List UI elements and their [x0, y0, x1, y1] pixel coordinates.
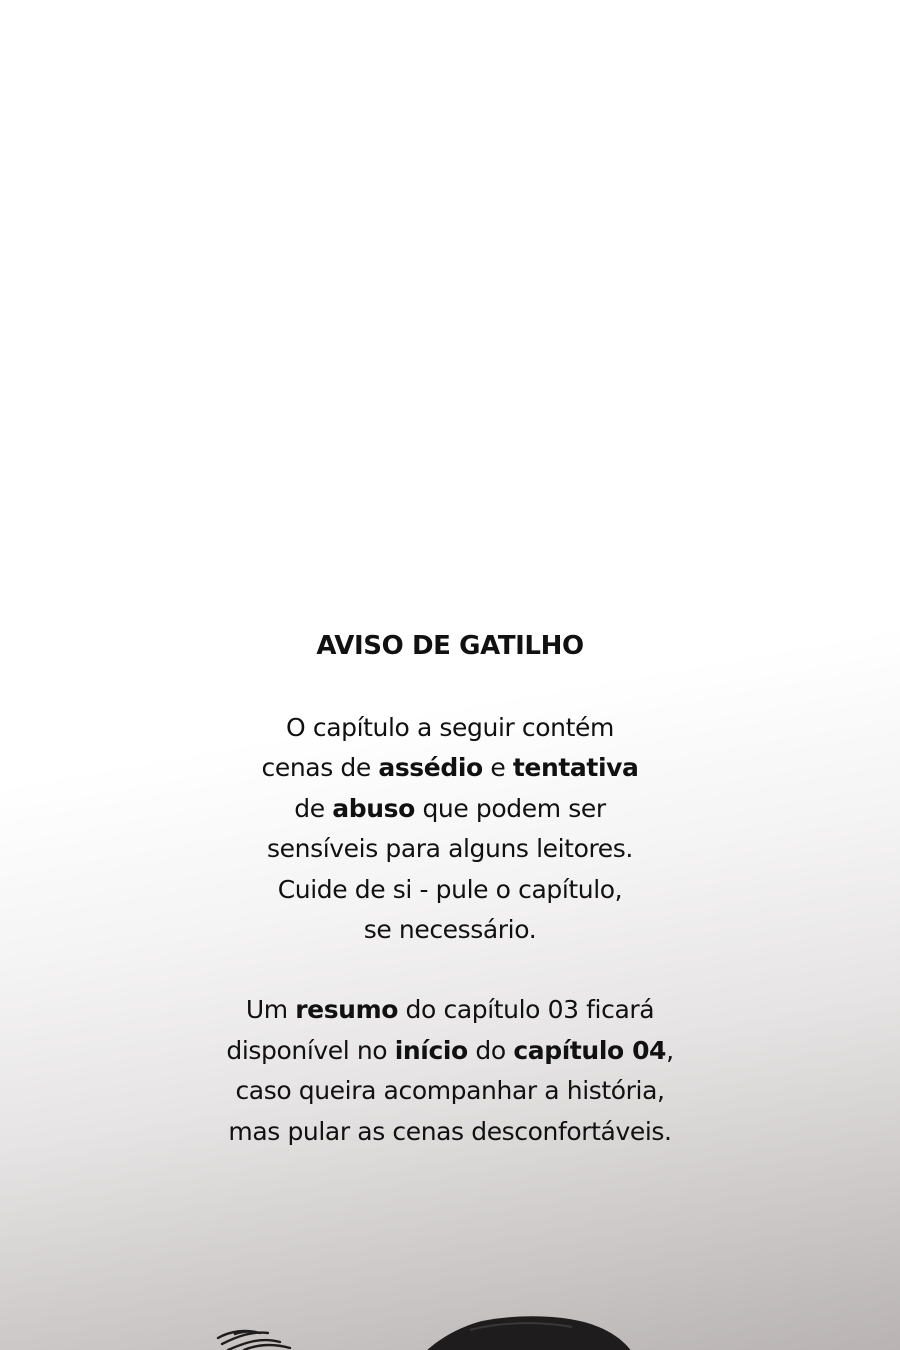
emphasized-text: início: [394, 1035, 468, 1065]
emphasized-text: tentativa: [512, 753, 639, 783]
text-run: Um: [245, 995, 296, 1025]
emphasized-text: abuso: [332, 793, 415, 823]
character-hair: [425, 1316, 632, 1350]
emphasized-text: assédio: [378, 753, 483, 783]
text-line: [150, 829, 750, 869]
text-line: [150, 748, 750, 788]
text-run: do: [467, 1035, 514, 1065]
text-run: de: [294, 793, 333, 823]
text-line: [150, 870, 750, 910]
text-run: mas pular as cenas desconfortáveis.: [228, 1116, 672, 1146]
text-run: se necessário.: [363, 915, 537, 945]
text-line: [150, 1112, 750, 1152]
text-run: O capítulo a seguir contém: [286, 713, 614, 742]
text-line: [150, 990, 750, 1030]
text-run: que podem ser: [414, 793, 606, 823]
text-run: Cuide de si - pule o capítulo,: [277, 874, 623, 904]
text-run: cenas de: [261, 753, 379, 783]
text-run: disponível no: [226, 1035, 395, 1065]
text-line: [150, 1071, 750, 1111]
emphasized-text: capítulo 04: [513, 1035, 667, 1065]
text-line: [150, 910, 750, 950]
trigger-warning: [150, 626, 750, 1152]
text-line: [150, 1031, 750, 1071]
text-run: caso queira acompanhar a história,: [235, 1076, 665, 1106]
warning-title: AVISO DE GATILHO: [316, 631, 584, 661]
comic-art-bottom: [0, 1300, 900, 1350]
warning-paragraph-summary: [150, 990, 750, 1152]
text-run: sensíveis para alguns leitores.: [267, 834, 633, 864]
text-line: [150, 708, 750, 748]
emphasized-text: resumo: [295, 995, 399, 1025]
text-line: [150, 789, 750, 829]
hair-strands-sketch: [218, 1331, 290, 1350]
text-run: ,: [666, 1035, 674, 1065]
warning-paragraph-content: [150, 708, 750, 950]
text-run: e: [482, 753, 513, 783]
text-run: do capítulo 03 ficará: [398, 995, 655, 1025]
